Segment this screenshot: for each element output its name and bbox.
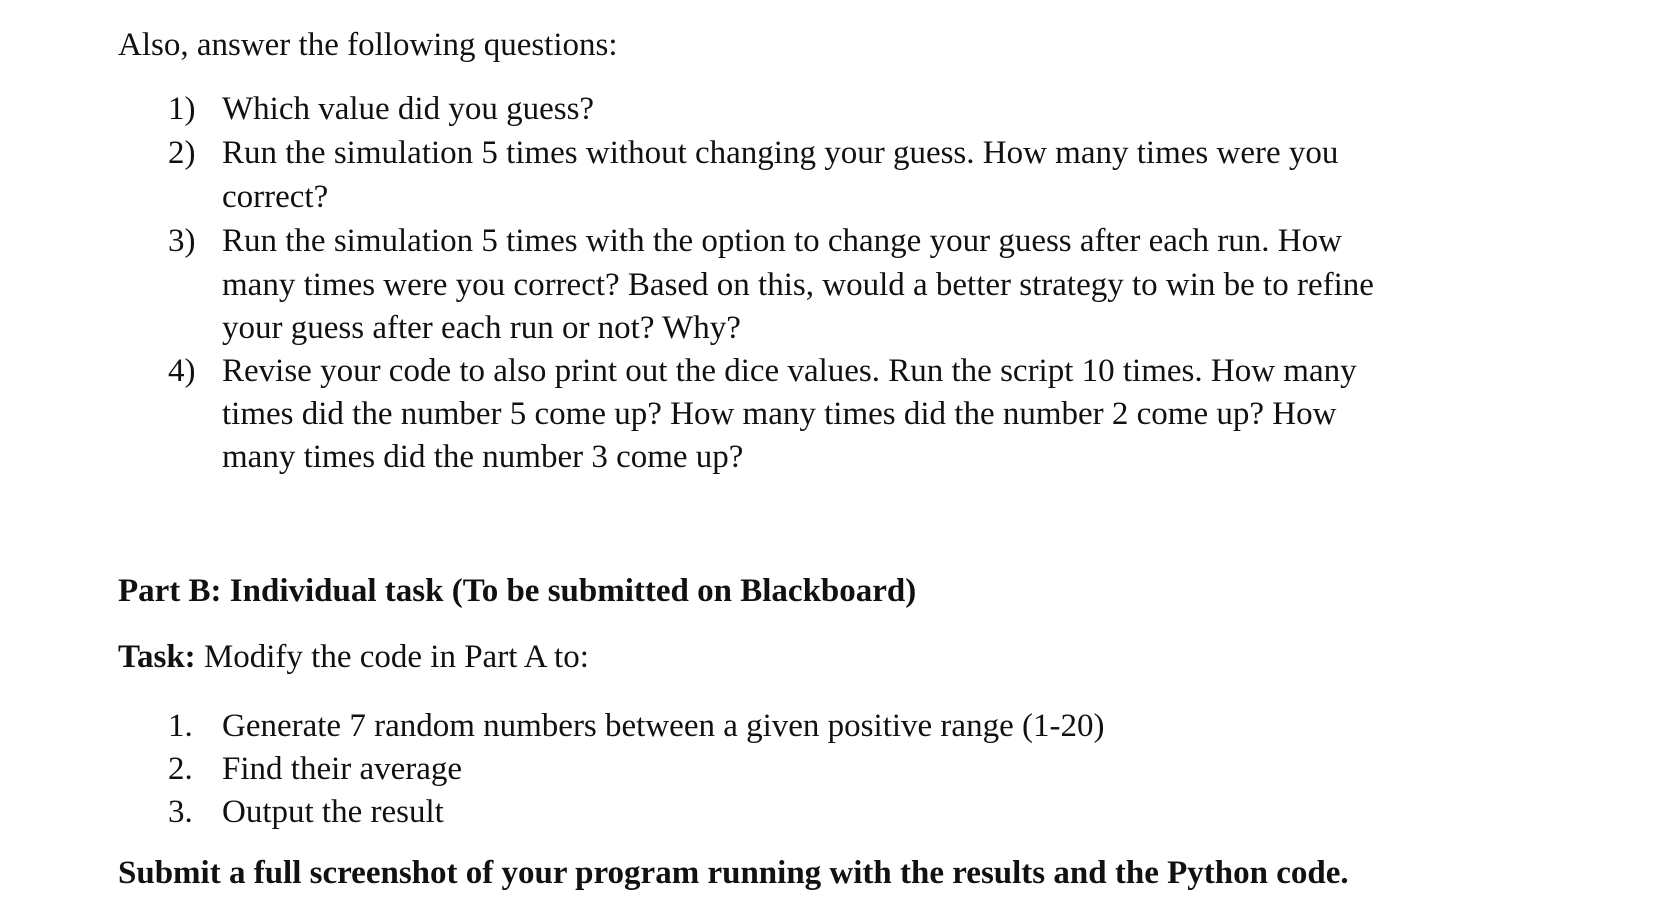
- question-2: [168, 132, 1468, 175]
- question-4: [168, 350, 1468, 393]
- task-label: Task:: [118, 639, 196, 675]
- step-number: 3.: [168, 794, 193, 830]
- question-number: 4): [168, 353, 196, 389]
- question-4-cont: many times did the number 3 come up?: [222, 439, 744, 475]
- question-2-cont: correct?: [222, 179, 329, 215]
- task-text: Modify the code in Part A to:: [195, 639, 589, 675]
- question-4-cont: times did the number 5 come up? How many times did the number 2 come up? How: [222, 396, 1337, 432]
- question-3-cont: many times were you correct? Based on this, would a better strategy to win be to refine: [222, 267, 1374, 303]
- step-text: Find their average: [222, 751, 463, 787]
- step-text: Generate 7 random numbers between a given positive range (1-20): [222, 708, 1105, 744]
- task-line: [118, 636, 589, 679]
- question-text: Run the simulation 5 times with the option to change your guess after each run. How: [222, 223, 1342, 259]
- part-b-heading: Part B: Individual task (To be submitted on Blackboard): [118, 573, 917, 609]
- step-number: 1.: [168, 708, 193, 744]
- question-3: [168, 220, 1468, 263]
- question-text: Revise your code to also print out the dice values. Run the script 10 times. How many: [222, 353, 1357, 389]
- step-text: Output the result: [222, 794, 444, 830]
- question-text: Run the simulation 5 times without changing your guess. How many times were you: [222, 135, 1339, 171]
- question-text: Which value did you guess?: [222, 91, 595, 127]
- question-number: 3): [168, 223, 196, 259]
- step-number: 2.: [168, 751, 193, 787]
- question-3-cont: your guess after each run or not? Why?: [222, 310, 741, 346]
- intro-text: Also, answer the following questions:: [118, 27, 618, 63]
- step-1: [168, 705, 1468, 748]
- step-2: [168, 748, 1468, 791]
- submit-instruction: Submit a full screenshot of your program running with the results and the Python code.: [118, 855, 1349, 891]
- question-number: 1): [168, 91, 196, 127]
- question-1: [168, 88, 1468, 131]
- question-number: 2): [168, 135, 196, 171]
- step-3: [168, 791, 1468, 834]
